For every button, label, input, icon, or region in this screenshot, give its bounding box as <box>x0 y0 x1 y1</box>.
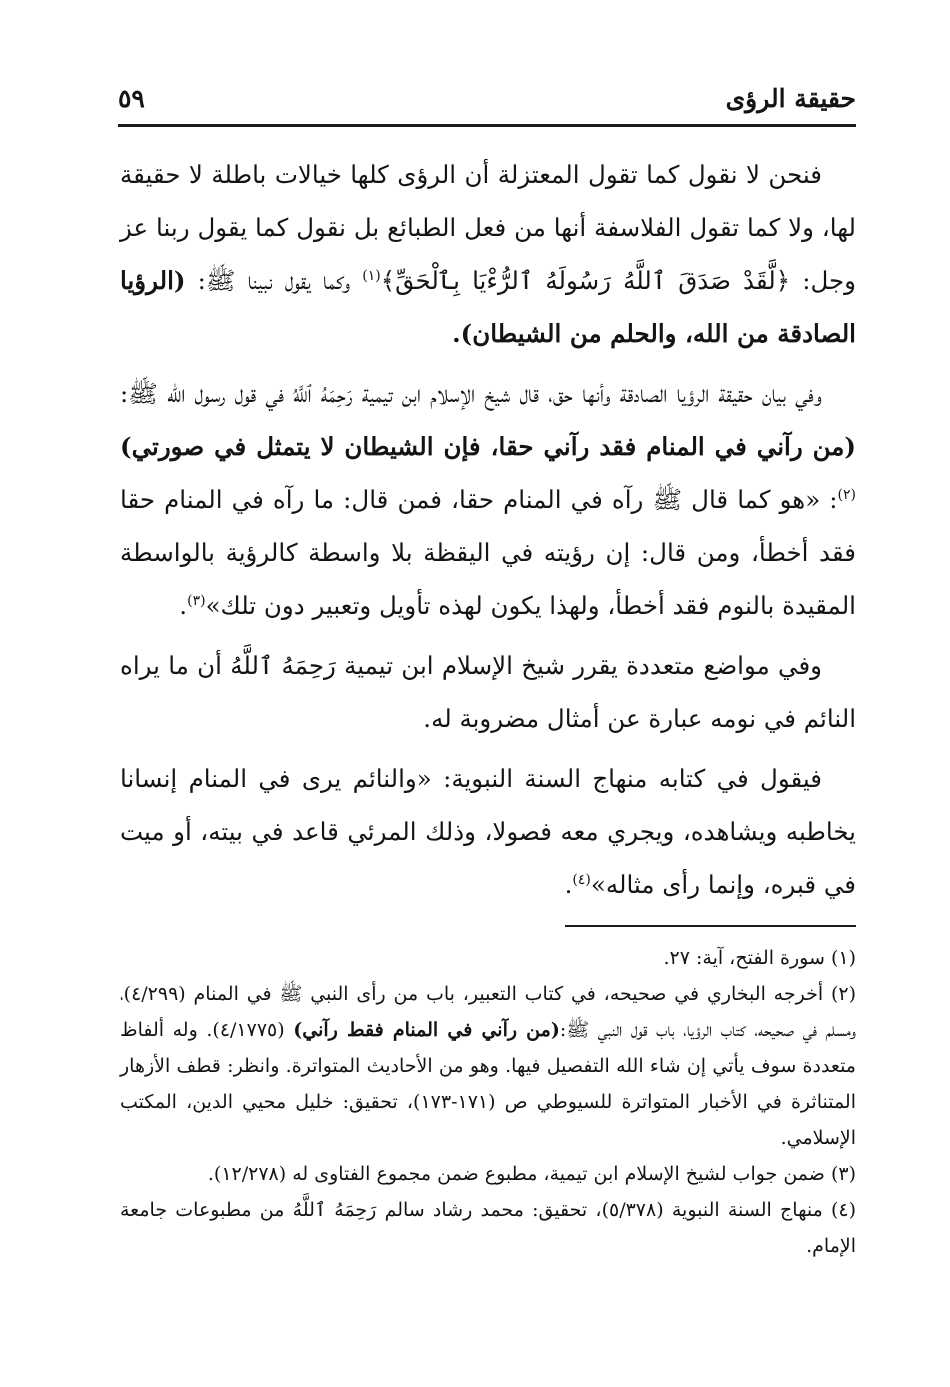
main-text <box>120 148 856 918</box>
paragraph-1 <box>120 148 856 360</box>
paragraph-4-end: . <box>564 870 573 899</box>
footnote-3: (٣) ضمن جواب لشيخ الإسلام ابن تيمية، مطبوع ضمن مجموع الفتاوى له (١٢/٢٧٨). <box>207 1163 856 1185</box>
footnote-2-text-cont: (٤/١٧٧٥). وله ألفاظ متعددة سوف يأتي إن شاء الله التفصيل فيها. وهو من الأحاديث المتواترة. وانظر: قطف الأزهار المتناثرة في الأخبار المتواترة للسيوطي ص (١٧١-١٧٣)، تحقيق: خليل محيي الدين، المكتب الإسلامي. <box>120 1019 856 1149</box>
footnote-2 <box>120 976 856 1156</box>
paragraph-4-text: فيقول في كتابه منهاج السنة النبوية: «والنائم يرى في المنام إنسانا يخاطبه ويشاهده، ويجري معه فصولا، وذلك المرئي قاعد في بيته، أو ميت في قبره، وإنما رأى مثاله» <box>120 764 856 899</box>
paragraph-3: وفي مواضع متعددة يقرر شيخ الإسلام ابن تيمية رَحِمَهُ ٱللَّهُ أن ما يراه النائم في نومه عبارة عن أمثال مضروبة له. <box>120 651 856 733</box>
footnote-ref-4: (٤) <box>572 871 591 888</box>
footnote-1: (١) سورة الفتح، آية: ٢٧. <box>663 947 856 969</box>
paragraph-1-text: فنحن لا نقول كما تقول المعتزلة أن الرؤى كلها خيالات باطلة لا حقيقة لها، ولا كما تقول الفلاسفة أنها من فعل الطبائع بل نقول كما يقول ربنا عز وجل: ﴿لَّقَدْ صَدَقَ ٱللَّهُ رَسُولَهُ ٱلرُّءْيَا بِٱلْحَقِّ﴾ <box>120 160 856 295</box>
footnote-4: (٤) منهاج السنة النبوية (٥/٣٧٨)، تحقيق: محمد رشاد سالم رَحِمَهُ ٱللَّهُ من مطبوعات جامعة الإمام. <box>120 1199 857 1257</box>
footnote-ref-3: (٣) <box>187 592 206 609</box>
paragraph-1-text-cont: وكما يقول نبينا ﷺ: <box>185 266 363 295</box>
paragraph-4 <box>120 752 856 911</box>
paragraph-2 <box>120 367 856 632</box>
footnote-ref-1: (١) <box>362 267 381 284</box>
footnote-separator <box>565 925 856 927</box>
footnote-2-bold: (من رآني في المنام فقط رآني) <box>293 1019 560 1041</box>
footnotes <box>120 940 856 1264</box>
paragraph-2-text: وفي بيان حقيقة الرؤيا الصادقة وأنها حق، قال شيخ الإسلام ابن تيمية رَحِمَهُ ٱللَّهُ في قول رسول الله ﷺ: <box>120 379 822 408</box>
header-rule <box>118 124 856 127</box>
hadith-quote-2: (من رآني في المنام فقد رآني حقا، فإن الشيطان لا يتمثل في صورتي) <box>120 432 856 461</box>
page-number: ٥٩ <box>118 84 145 113</box>
running-title: حقيقة الرؤى <box>725 84 856 113</box>
footnote-2-text: (٢) أخرجه البخاري في صحيحه، في كتاب التعبير، باب من رأى النبي ﷺ في المنام (٤/٢٩٩)، ومسلم في صحيحه، كتاب الرؤيا، باب قول النبي ﷺ: <box>120 983 856 1041</box>
paragraph-2-end: . <box>179 591 188 620</box>
footnote-ref-2: (٢) <box>837 486 856 503</box>
page-header <box>118 78 856 122</box>
paragraph-2-text-cont: : «هو كما قال ﷺ رآه في المنام حقا، فمن قال: ما رآه في المنام حقا فقد أخطأ، ومن قال: إن رؤيته في اليقظة بلا واسطة كالرؤية بالواسطة المقيدة بالنوم فقد أخطأ، ولهذا يكون لهذه تأويل وتعبير دون تلك» <box>120 485 856 620</box>
hadith-quote: (الرؤيا الصادقة من الله، والحلم من الشيطان). <box>120 266 856 348</box>
